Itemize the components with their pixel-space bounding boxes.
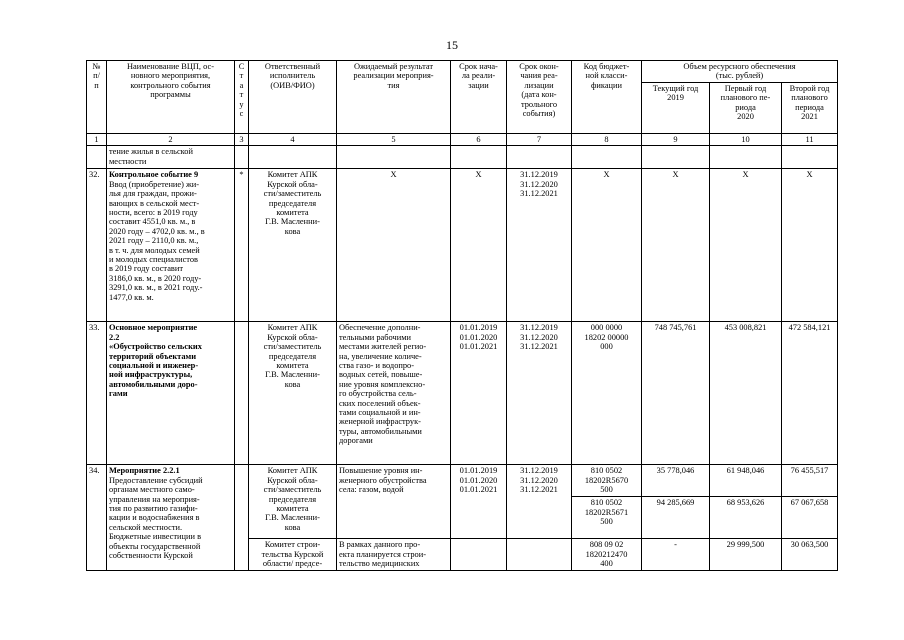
- header-start: Срок нача- ла реали- зации: [451, 61, 507, 134]
- colnum: 1: [87, 134, 107, 146]
- colnum: 4: [249, 134, 337, 146]
- row-name: [107, 465, 235, 571]
- row-result: Обеспечение дополни- тельными рабочими местами жителей регио- на, увеличение количе- ства газо- и водопро- водных сетей, повыше- ние уровня комплексно- го обустройства сель- ских поселений объек- тами социальной и ин- женерной инфраструк- туры, автомобильными дорогами: [337, 322, 451, 465]
- row-value-2019: Х: [642, 169, 710, 322]
- row-result-2: В рамках данного про- екта планируется строи- тельство медицинских: [337, 539, 451, 571]
- row-executor-2: Комитет строи- тельства Курской области/ предсе-: [249, 539, 337, 571]
- row-start: 01.01.2019 01.01.2020 01.01.2021: [451, 322, 507, 465]
- table-row: [87, 146, 838, 169]
- header-year-2021: Второй год планового периода 2021: [782, 82, 838, 133]
- row-status: *: [235, 169, 249, 322]
- page-number: 15: [446, 38, 458, 52]
- row-code-a: 810 0502 18202R5670 500: [572, 465, 642, 497]
- row-code: Х: [572, 169, 642, 322]
- row-start: 01.01.2019 01.01.2020 01.01.2021: [451, 465, 507, 539]
- row-name: Основное мероприятие 2.2 «Обустройство сельских территорий объектами социальной и инженер- ной инфраструктуры, автомобильными доро- гами: [107, 322, 235, 465]
- row-end: 31.12.2019 31.12.2020 31.12.2021: [507, 465, 572, 539]
- colnum: 7: [507, 134, 572, 146]
- row-value-2021: Х: [782, 169, 838, 322]
- row-name-text: Ввод (приобретение) жи- лья для граждан, прожи- вающих в сельской мест- ности, всего: в 2019 году составит 4551,0 кв. м., в 2020 году – 4702,0 кв. м., в 2021 году – 2110,0 кв. м., в т. ч. для молодых семей и молодых специалистов в 2019 году составит 3186,0 кв. м., в 2020 году- 3291,0 кв. м., в 2021 году.- 1477,0 кв. м.: [109, 179, 205, 302]
- row-executor: Комитет АПК Курской обла- сти/заместитель председателя комитета Г.В. Масленни- кова: [249, 169, 337, 322]
- header-year-2019: Текущий год 2019: [642, 82, 710, 133]
- row-executor: Комитет АПК Курской обла- сти/заместитель председателя комитета Г.В. Масленни- кова: [249, 322, 337, 465]
- row-result: Х: [337, 169, 451, 322]
- row-value-2020-c: 29 999,500: [710, 539, 782, 571]
- row-value-2020-b: 68 953,626: [710, 497, 782, 539]
- header-result: Ожидаемый результат реализации мероприя- тия: [337, 61, 451, 134]
- colnum: 3: [235, 134, 249, 146]
- row-name-title: Мероприятие 2.2.1: [109, 466, 180, 476]
- row-result: Повышение уровня ин- женерного обустройства села: газом, водой: [337, 465, 451, 539]
- row-end: 31.12.2019 31.12.2020 31.12.2021: [507, 322, 572, 465]
- row-value-2021: 472 584,121: [782, 322, 838, 465]
- table-row: [87, 465, 838, 497]
- row-executor: Комитет АПК Курской обла- сти/заместитель председателя комитета Г.В. Масленни- кова: [249, 465, 337, 539]
- row-code: 000 0000 18202 00000 000: [572, 322, 642, 465]
- row-code-c: 808 09 02 1820212470 400: [572, 539, 642, 571]
- header-row: [87, 61, 838, 83]
- row-value-2021-b: 67 067,658: [782, 497, 838, 539]
- row-number: 33.: [87, 322, 107, 465]
- row-value-2019: 748 745,761: [642, 322, 710, 465]
- header-status: С т а т у с: [235, 61, 249, 134]
- row-value-2020: 453 008,821: [710, 322, 782, 465]
- colnum: 6: [451, 134, 507, 146]
- row-name: [107, 169, 235, 322]
- colnum: 11: [782, 134, 838, 146]
- program-table: [86, 60, 838, 571]
- colnum: 5: [337, 134, 451, 146]
- row-value-2020-a: 61 948,046: [710, 465, 782, 497]
- row-value-2021-a: 76 455,517: [782, 465, 838, 497]
- row-number: 32.: [87, 169, 107, 322]
- row-value-2021-c: 30 063,500: [782, 539, 838, 571]
- header-num: № п/ п: [87, 61, 107, 134]
- colnum: 8: [572, 134, 642, 146]
- row-name-title: Контрольное событие 9: [109, 170, 199, 180]
- row-value-2019-c: -: [642, 539, 710, 571]
- row-value-2019-a: 35 778,046: [642, 465, 710, 497]
- row-number: 34.: [87, 465, 107, 571]
- row-value-2020: Х: [710, 169, 782, 322]
- header-code: Код бюджет- ной класси- фикации: [572, 61, 642, 134]
- row-value-2019-b: 94 285,669: [642, 497, 710, 539]
- table-row: [87, 169, 838, 322]
- header-end: Срок окон- чания реа- лизации (дата кон- трольного события): [507, 61, 572, 134]
- table-row: [87, 322, 838, 465]
- header-name: Наименование ВЦП, ос- новного мероприятия, контрольного события программы: [107, 61, 235, 134]
- header-year-2020: Первый год планового пе- риода 2020: [710, 82, 782, 133]
- row-end: 31.12.2019 31.12.2020 31.12.2021: [507, 169, 572, 322]
- colnum: 9: [642, 134, 710, 146]
- column-numbers-row: [87, 134, 838, 146]
- row-code-b: 810 0502 18202R5671 500: [572, 497, 642, 539]
- row-name-text: Предоставление субсидий органам местного само- управления на мероприя- тия по развитию газифи- кации и водоснабжения в сельской местности. Бюджетные инвестиции в объекты государственной собственности Курской: [109, 475, 203, 561]
- colnum: 10: [710, 134, 782, 146]
- continued-name: тение жилья в сельской местности: [107, 146, 235, 169]
- header-executor: Ответственный исполнитель (ОИВ/ФИО): [249, 61, 337, 134]
- colnum: 2: [107, 134, 235, 146]
- row-start: Х: [451, 169, 507, 322]
- header-funding: Объем ресурсного обеспечения (тыс. рублей): [642, 61, 838, 83]
